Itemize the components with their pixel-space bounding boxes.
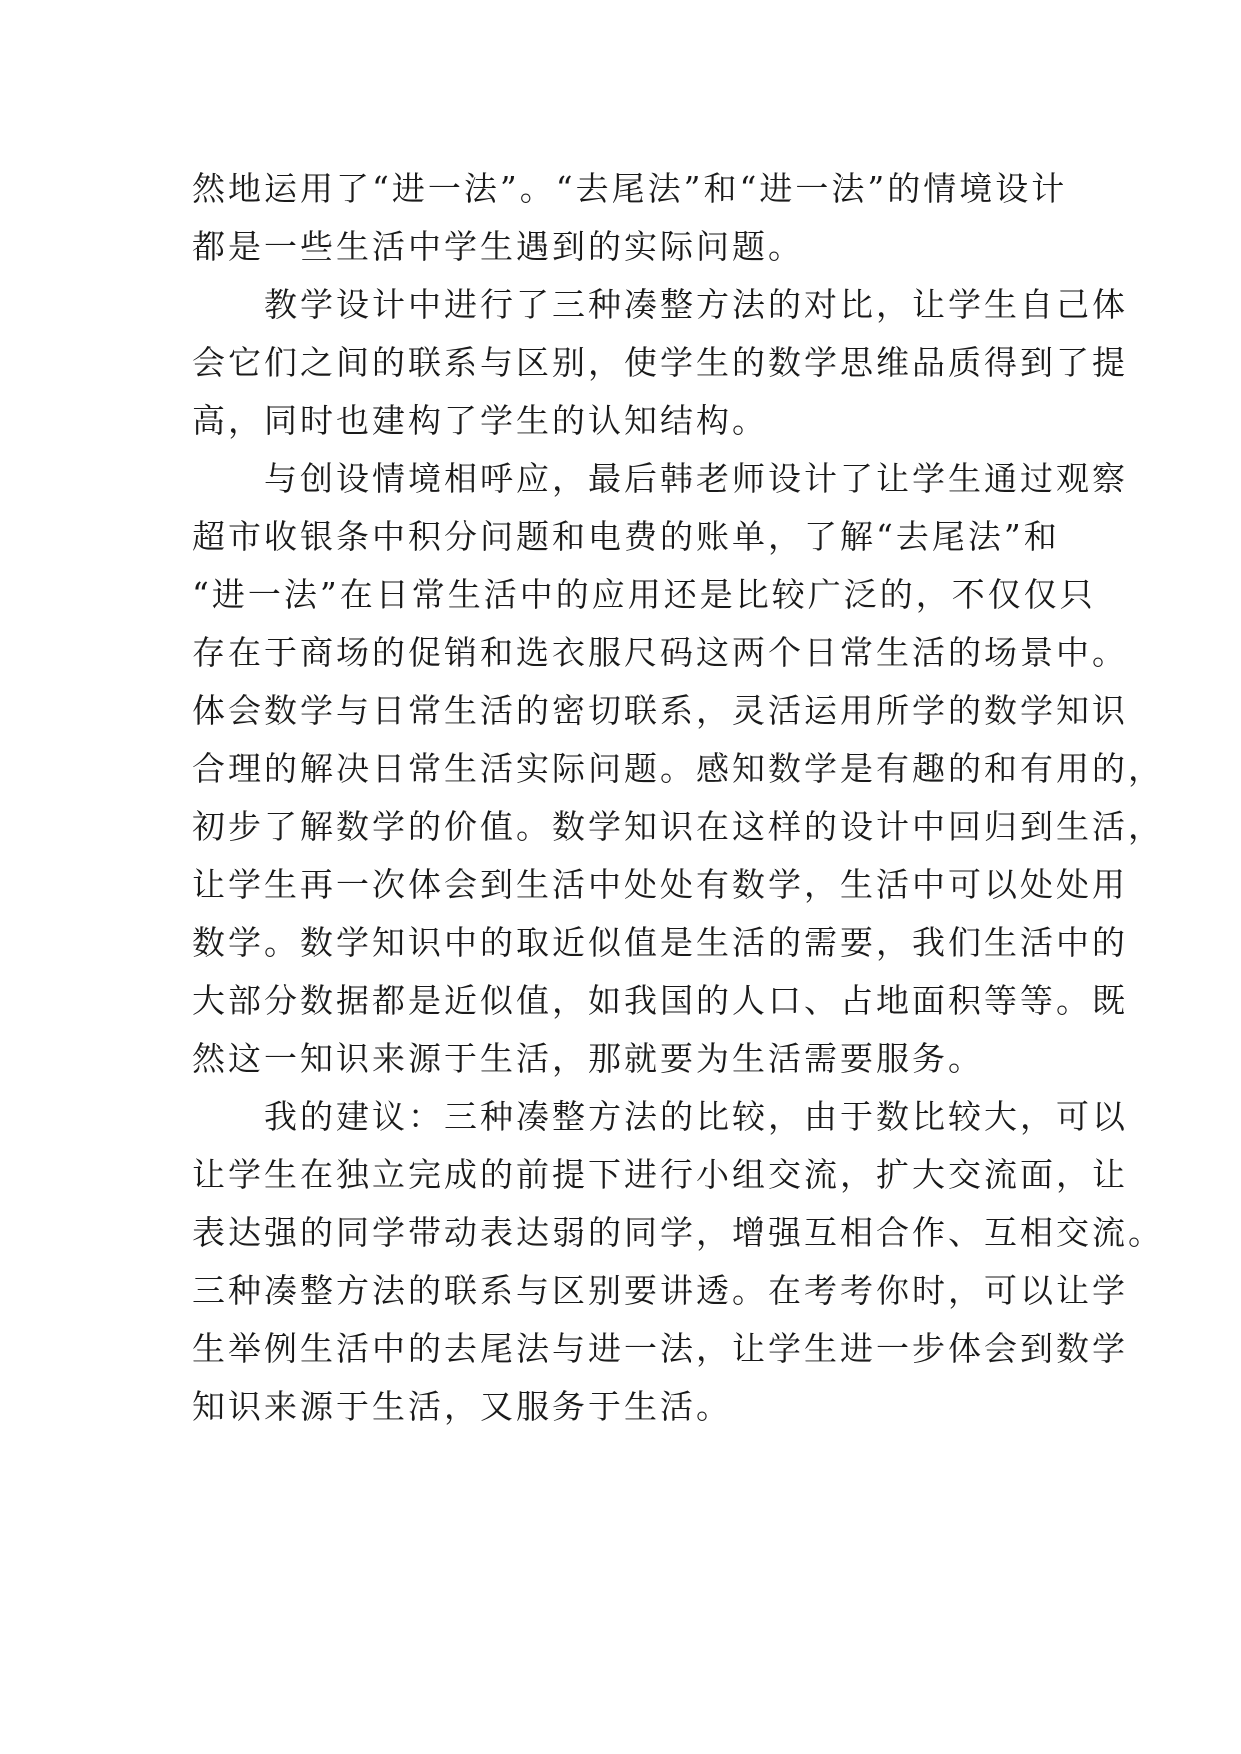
text-line: 数学。数学知识中的取近似值是生活的需要，我们生活中的 <box>192 923 1128 962</box>
text-line: 高，同时也建构了学生的认知结构。 <box>192 401 768 440</box>
text-line: 三种凑整方法的联系与区别要讲透。在考考你时，可以让学 <box>192 1271 1128 1310</box>
text-line: 与创设情境相呼应，最后韩老师设计了让学生通过观察 <box>192 459 1128 498</box>
text-line: 然地运用了“进一法”。“去尾法”和“进一法”的情境设计 <box>192 169 1068 208</box>
text-line: 初步了解数学的价值。数学知识在这样的设计中回归到生活， <box>192 807 1164 846</box>
text-line: 教学设计中进行了三种凑整方法的对比，让学生自己体 <box>192 285 1128 324</box>
text-line: 知识来源于生活，又服务于生活。 <box>192 1387 732 1426</box>
text-line: 我的建议：三种凑整方法的比较，由于数比较大，可以 <box>192 1097 1128 1136</box>
text-line: 让学生再一次体会到生活中处处有数学，生活中可以处处用 <box>192 865 1128 904</box>
text-line: 表达强的同学带动表达弱的同学，增强互相合作、互相交流。 <box>192 1213 1164 1252</box>
text-line: 会它们之间的联系与区别，使学生的数学思维品质得到了提 <box>192 343 1128 382</box>
body-text <box>192 160 1164 1436</box>
text-line: 超市收银条中积分问题和电费的账单，了解“去尾法”和 <box>192 517 1060 556</box>
text-line: 生举例生活中的去尾法与进一法，让学生进一步体会到数学 <box>192 1329 1128 1368</box>
text-line: 都是一些生活中学生遇到的实际问题。 <box>192 227 804 266</box>
text-line: 体会数学与日常生活的密切联系，灵活运用所学的数学知识 <box>192 691 1128 730</box>
text-line: 大部分数据都是近似值，如我国的人口、占地面积等等。既 <box>192 981 1128 1020</box>
text-line: 存在于商场的促销和选衣服尺码这两个日常生活的场景中。 <box>192 633 1128 672</box>
text-line: 让学生在独立完成的前提下进行小组交流，扩大交流面，让 <box>192 1155 1128 1194</box>
text-line: 合理的解决日常生活实际问题。感知数学是有趣的和有用的， <box>192 749 1164 788</box>
text-line: 然这一知识来源于生活，那就要为生活需要服务。 <box>192 1039 984 1078</box>
text-line: “进一法”在日常生活中的应用还是比较广泛的，不仅仅只 <box>192 575 1096 614</box>
